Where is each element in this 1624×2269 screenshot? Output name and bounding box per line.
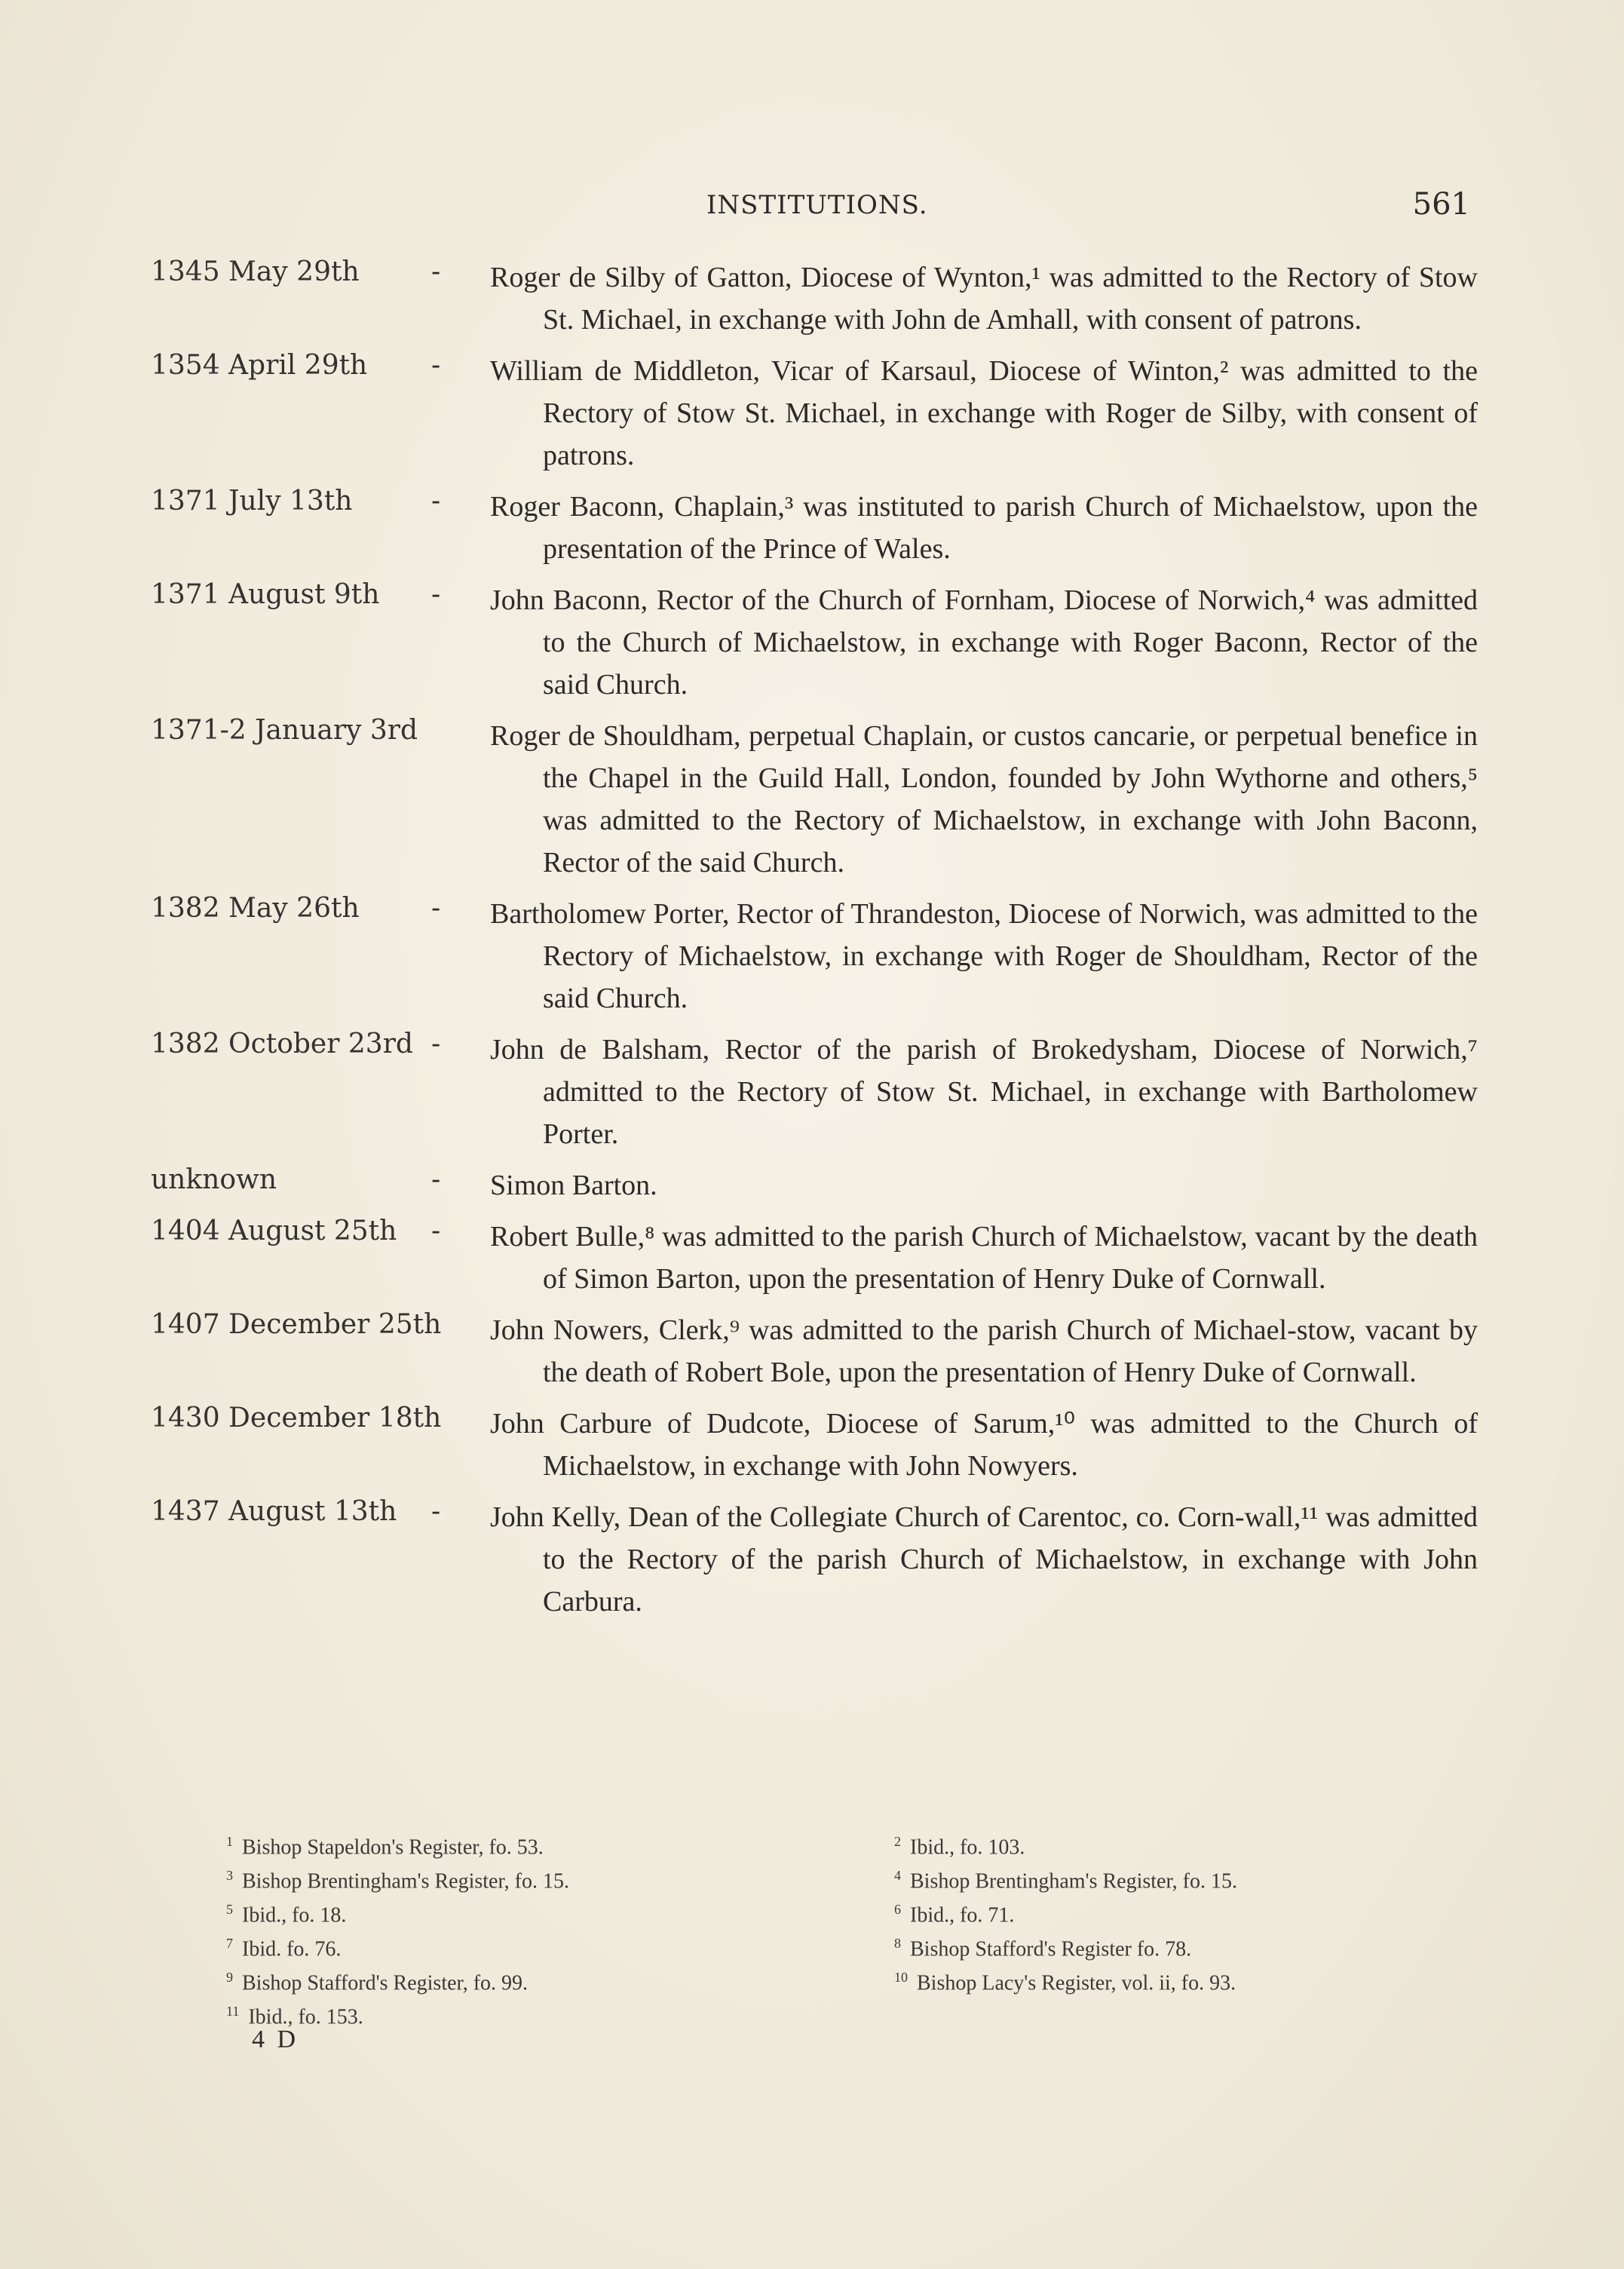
entry-date: 1371 August 9th [151, 579, 380, 610]
footnote [894, 1927, 1558, 1961]
footnote-mark: 8 [894, 1936, 901, 1951]
footnote-text: Ibid., fo. 153. [248, 2005, 363, 2029]
page-number: 561 [1412, 187, 1470, 222]
page-header [151, 187, 1478, 228]
entry-1345 [151, 256, 1478, 341]
footnote [226, 1893, 890, 1927]
footnote [894, 1961, 1558, 1995]
footnote [894, 1825, 1558, 1859]
footnote-text: Ibid., fo. 103. [910, 1835, 1025, 1860]
entry-date: 1382 October 23rd [151, 1029, 413, 1059]
entry-dash: - [431, 486, 441, 517]
footnote-mark: 5 [226, 1902, 233, 1917]
footnotes-left-column [226, 1825, 890, 2028]
footnote-text: Bishop Stafford's Register, fo. 99. [242, 1971, 529, 1995]
footnote [226, 1961, 890, 1995]
entry-text: John de Balsham, Rector of the parish of Brokedysham, Diocese of Norwich,⁷ admitted to the Rectory of Stow St. Michael, in exchange with Bartholomew Porter. [490, 1034, 1478, 1150]
footnotes-right-column [894, 1825, 1558, 1995]
footnote-mark: 9 [226, 1970, 233, 1985]
entry-unknown [151, 1164, 1478, 1207]
entry-text: Roger Baconn, Chaplain,³ was instituted to parish Church of Michaelstow, upon the presentation of the Prince of Wales. [490, 491, 1478, 565]
entry-1404 [151, 1216, 1478, 1300]
entry-1382-october [151, 1029, 1478, 1155]
footnote-mark: 3 [226, 1868, 233, 1883]
footnote-mark: 4 [894, 1868, 901, 1883]
entry-text: John Nowers, Clerk,⁹ was admitted to the parish Church of Michael-stow, vacant by the death of Robert Bole, upon the presentation of Henry Duke of Cornwall. [490, 1314, 1478, 1388]
entry-1382-may [151, 893, 1478, 1020]
entry-date: 1407 December 25th [151, 1309, 442, 1340]
footnote-text: Bishop Lacy's Register, vol. ii, fo. 93. [917, 1971, 1236, 1995]
entry-date: 1430 December 18th [151, 1403, 442, 1433]
footnote-text: Ibid., fo. 18. [242, 1903, 347, 1927]
entry-dash: - [431, 579, 441, 610]
footnote [894, 1859, 1558, 1893]
footnote-text: Bishop Stapeldon's Register, fo. 53. [242, 1835, 544, 1860]
footnote [226, 1927, 890, 1961]
entry-date: unknown [151, 1164, 277, 1195]
footnote-mark: 11 [226, 2004, 240, 2019]
footnote [894, 1893, 1558, 1927]
entry-date: 1437 August 13th [151, 1496, 397, 1527]
entry-dash: - [431, 350, 441, 381]
entry-date: 1354 April 29th [151, 350, 368, 381]
entry-date: 1404 August 25th [151, 1216, 397, 1246]
entry-dash: - [431, 893, 441, 924]
entry-date: 1371 July 13th [151, 486, 353, 517]
entry-text: Robert Bulle,⁸ was admitted to the parish Church of Michaelstow, vacant by the death of Simon Barton, upon the presentation of Henry Duke of Cornwall. [490, 1221, 1478, 1295]
entry-1371-july [151, 486, 1478, 570]
footnote-text: Bishop Brentingham's Register, fo. 15. [910, 1869, 1237, 1893]
entry-1371-august [151, 579, 1478, 706]
entry-text: John Kelly, Dean of the Collegiate Church of Carentoc, co. Corn-wall,¹¹ was admitted to the Rectory of the parish Church of Michaelstow, in exchange with John Carbura. [490, 1501, 1478, 1617]
entry-1354 [151, 350, 1478, 477]
footnote [226, 1859, 890, 1893]
footnote-text: Ibid. fo. 76. [242, 1937, 342, 1961]
footnote-text: Ibid., fo. 71. [910, 1903, 1015, 1927]
entry-dash: - [431, 256, 441, 287]
footnote-text: Bishop Brentingham's Register, fo. 15. [242, 1869, 569, 1893]
institutions-list [151, 256, 1478, 1632]
entry-date: 1382 May 26th [151, 893, 360, 924]
entry-text: Roger de Shouldham, perpetual Chaplain, or custos cancarie, or perpetual benefice in the Chapel in the Guild Hall, London, founded by John Wythorne and others,⁵ was admitted to the Rectory of Michaelstow, in exchange with John Baconn, Rector of the said Church. [490, 720, 1478, 878]
entry-text: Simon Barton. [490, 1170, 657, 1201]
footnote-mark: 2 [894, 1834, 901, 1849]
entry-text: Roger de Silby of Gatton, Diocese of Wynton,¹ was admitted to the Rectory of Stow St. Michael, in exchange with John de Amhall, with consent of patrons. [490, 262, 1478, 336]
running-head: INSTITUTIONS. [706, 190, 928, 220]
entry-1407 [151, 1309, 1478, 1394]
footnote-mark: 7 [226, 1936, 233, 1951]
entry-dash: - [431, 1029, 441, 1059]
entry-dash: - [431, 1496, 441, 1527]
footnote [226, 1995, 890, 2028]
signature-mark: 4 D [252, 2025, 299, 2053]
entry-dash: - [431, 1216, 441, 1246]
footnote-mark: 10 [894, 1970, 908, 1985]
entry-text: John Carbure of Dudcote, Diocese of Sarum,¹⁰ was admitted to the Church of Michaelstow, in exchange with John Nowyers. [490, 1408, 1478, 1482]
entry-text: William de Middleton, Vicar of Karsaul, Diocese of Winton,² was admitted to the Rectory of Stow St. Michael, in exchange with Roger de Silby, with consent of patrons. [490, 355, 1478, 471]
entry-1430 [151, 1403, 1478, 1487]
entry-date: 1345 May 29th [151, 256, 360, 287]
footnote [226, 1825, 890, 1859]
footnote-mark: 6 [894, 1902, 901, 1917]
entry-1371-2 [151, 715, 1478, 884]
footnote-mark: 1 [226, 1834, 233, 1849]
entry-dash: - [431, 1164, 441, 1195]
entry-text: John Baconn, Rector of the Church of Fornham, Diocese of Norwich,⁴ was admitted to the Church of Michaelstow, in exchange with Roger Baconn, Rector of the said Church. [490, 584, 1478, 701]
footnote-text: Bishop Stafford's Register fo. 78. [910, 1937, 1192, 1961]
entry-1437 [151, 1496, 1478, 1623]
entry-text: Bartholomew Porter, Rector of Thrandeston, Diocese of Norwich, was admitted to the Rectory of Michaelstow, in exchange with Roger de Shouldham, Rector of the said Church. [490, 898, 1478, 1014]
entry-date: 1371-2 January 3rd [151, 715, 418, 746]
